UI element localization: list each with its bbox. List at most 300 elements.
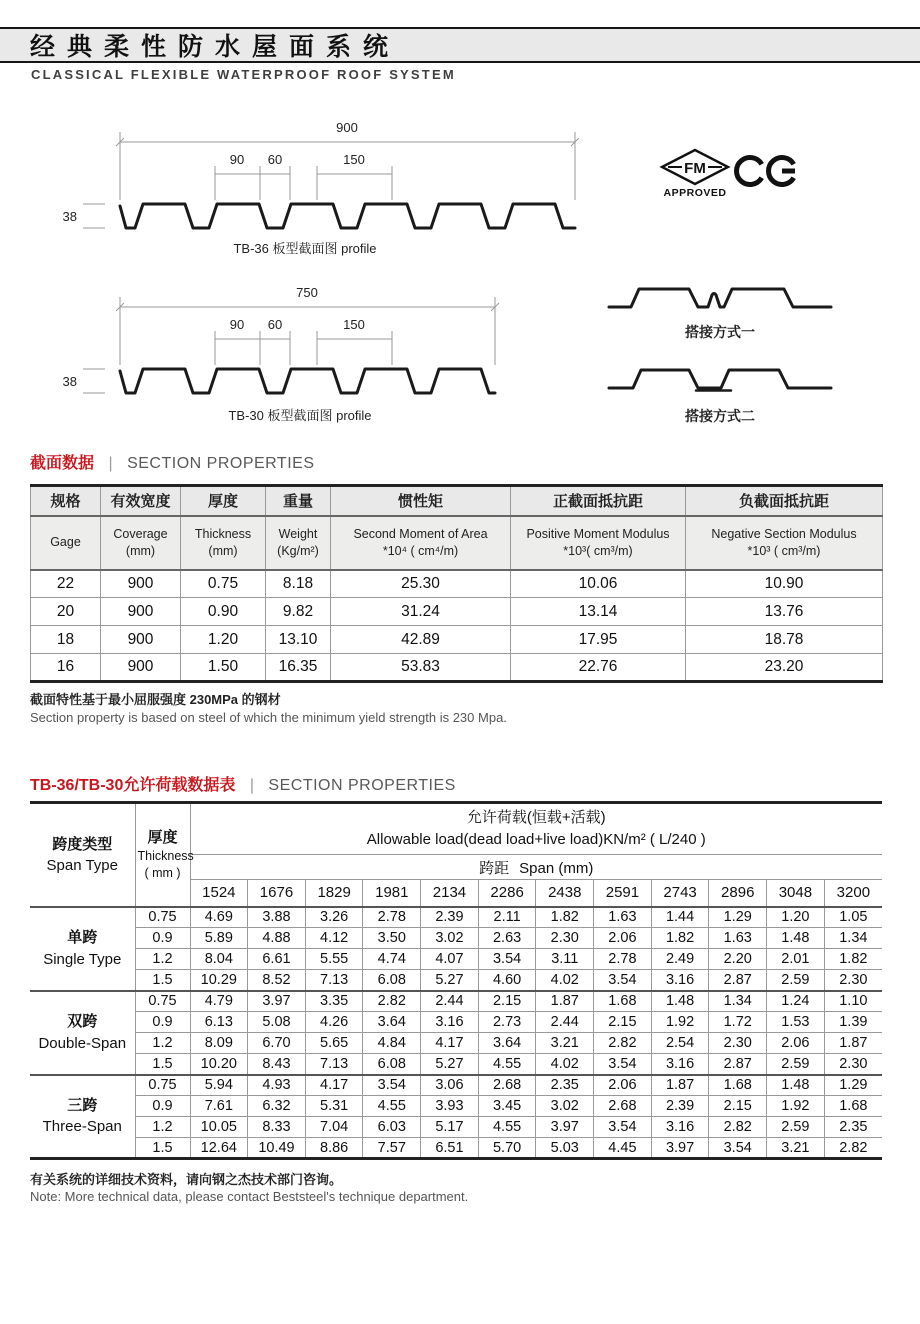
- data-cell: 900: [101, 598, 181, 626]
- cell-text: 单跨: [67, 928, 98, 946]
- data-cell: 18: [31, 626, 101, 654]
- tb36-profile-path: [120, 204, 575, 228]
- span-value-cell: 1676: [248, 880, 306, 907]
- load-value-cell: 2.39: [651, 1096, 709, 1117]
- cell-text: 三跨: [67, 1096, 98, 1114]
- heading-cn: 截面数据: [30, 455, 95, 472]
- tb30-profile-diagram: [55, 281, 625, 403]
- load-value-cell: 10.05: [190, 1117, 248, 1138]
- data-row: [31, 626, 883, 654]
- header-row: [30, 803, 882, 855]
- load-value-cell: 2.15: [478, 991, 536, 1012]
- load-value-cell: 2.06: [594, 928, 652, 949]
- load-value-cell: 1.87: [536, 991, 594, 1012]
- thickness-header: [135, 803, 194, 907]
- load-value-cell: 2.44: [421, 991, 479, 1012]
- load-value-cell: 2.68: [478, 1075, 536, 1096]
- span-value-cell: 1524: [190, 880, 248, 907]
- load-value-cell: 3.16: [651, 1054, 709, 1075]
- heading-separator: |: [249, 777, 254, 794]
- cell-text: Thickness: [137, 849, 194, 864]
- load-value-cell: 5.27: [421, 970, 479, 991]
- load-value-cell: 4.07: [421, 949, 479, 970]
- load-value-cell: 2.59: [767, 1054, 825, 1075]
- load-value-cell: 1.34: [824, 928, 882, 949]
- load-value-cell: 1.82: [824, 949, 882, 970]
- data-cell: 10.90: [686, 570, 883, 598]
- load-value-cell: 8.86: [305, 1138, 363, 1159]
- load-value-cell: 1.05: [824, 907, 882, 928]
- data-row: [31, 654, 883, 682]
- thickness-cell: 1.2: [135, 949, 190, 970]
- load-value-cell: 5.89: [190, 928, 248, 949]
- span-value-cell: 2743: [651, 880, 709, 907]
- span-value-cell: 3048: [767, 880, 825, 907]
- load-value-cell: 4.84: [363, 1033, 421, 1054]
- load-value-cell: 1.82: [536, 907, 594, 928]
- tb36-profile-diagram: [55, 116, 625, 238]
- span-value-cell: 2896: [709, 880, 767, 907]
- header-cell-cn: 重量: [266, 486, 331, 516]
- load-value-cell: 4.02: [536, 1054, 594, 1075]
- data-cell: 42.89: [331, 626, 511, 654]
- data-row: [30, 949, 882, 970]
- cell-text: Thickness: [194, 527, 252, 542]
- load-value-cell: 1.68: [824, 1096, 882, 1117]
- load-value-cell: 4.17: [305, 1075, 363, 1096]
- load-value-cell: 4.45: [594, 1138, 652, 1159]
- header-cell-en: [181, 516, 266, 570]
- load-value-cell: 2.30: [824, 970, 882, 991]
- dimension-label: 90: [229, 317, 245, 332]
- cell-unit: *10³ ( cm³/m): [747, 543, 821, 558]
- header-cell-cn: 规格: [31, 486, 101, 516]
- load-value-cell: 3.35: [305, 991, 363, 1012]
- load-value-cell: 2.15: [594, 1012, 652, 1033]
- load-value-cell: 1.87: [824, 1033, 882, 1054]
- load-value-cell: 1.63: [594, 907, 652, 928]
- load-value-cell: 2.35: [536, 1075, 594, 1096]
- load-value-cell: 3.54: [594, 1117, 652, 1138]
- load-value-cell: 4.12: [305, 928, 363, 949]
- load-value-cell: 1.10: [824, 991, 882, 1012]
- load-value-cell: 2.30: [824, 1054, 882, 1075]
- cell-unit: *10³( cm³/m): [563, 543, 633, 558]
- thickness-cell: 1.5: [135, 1054, 190, 1075]
- lap-type2-profile: [609, 370, 831, 388]
- thickness-cell: 1.2: [135, 1033, 190, 1054]
- thickness-cell: 0.9: [135, 1012, 190, 1033]
- data-row: [30, 1054, 882, 1075]
- dimension-label: 90: [229, 152, 245, 167]
- page-title: 经典柔性防水屋面系统: [30, 33, 401, 61]
- data-cell: 13.14: [511, 598, 686, 626]
- load-value-cell: 3.54: [478, 949, 536, 970]
- load-value-cell: 8.04: [190, 949, 248, 970]
- load-table-heading: [30, 772, 456, 795]
- load-value-cell: 4.93: [248, 1075, 306, 1096]
- thickness-cell: 0.75: [135, 1075, 190, 1096]
- allowable-load-header: [190, 803, 882, 855]
- cell-text: 厚度: [147, 829, 178, 847]
- data-cell: 900: [101, 654, 181, 682]
- data-cell: 22.76: [511, 654, 686, 682]
- data-cell: 16: [31, 654, 101, 682]
- cell-unit: (Kg/m²): [277, 543, 319, 558]
- data-row: [30, 1096, 882, 1117]
- load-value-cell: 10.49: [248, 1138, 306, 1159]
- load-value-cell: 2.15: [709, 1096, 767, 1117]
- heading-cn: TB-36/TB-30允许荷载数据表: [30, 777, 236, 794]
- cell-text: 跨度类型: [52, 835, 113, 853]
- load-value-cell: 2.82: [824, 1138, 882, 1159]
- data-row: [30, 991, 882, 1012]
- data-cell: 9.82: [266, 598, 331, 626]
- load-value-cell: 5.27: [421, 1054, 479, 1075]
- load-value-cell: 2.06: [594, 1075, 652, 1096]
- load-value-cell: 5.65: [305, 1033, 363, 1054]
- load-value-cell: 1.39: [824, 1012, 882, 1033]
- load-value-cell: 8.52: [248, 970, 306, 991]
- load-value-cell: 1.29: [709, 907, 767, 928]
- data-row: [30, 1033, 882, 1054]
- header-cell-cn: 厚度: [181, 486, 266, 516]
- span-type-cell: [30, 1075, 135, 1159]
- load-value-cell: 5.08: [248, 1012, 306, 1033]
- cell-unit: (mm): [208, 543, 238, 558]
- load-value-cell: 4.79: [190, 991, 248, 1012]
- load-value-cell: 7.61: [190, 1096, 248, 1117]
- load-value-cell: 3.06: [421, 1075, 479, 1096]
- cell-text: 允许荷载(恒载+活载): [466, 808, 606, 826]
- data-cell: 18.78: [686, 626, 883, 654]
- load-value-cell: 5.70: [478, 1138, 536, 1159]
- load-value-cell: 7.13: [305, 970, 363, 991]
- load-value-cell: 3.16: [651, 970, 709, 991]
- header-cell-en: [31, 516, 101, 570]
- load-value-cell: 4.69: [190, 907, 248, 928]
- load-value-cell: 1.48: [767, 928, 825, 949]
- load-value-cell: 6.51: [421, 1138, 479, 1159]
- cell-text: Gage: [50, 535, 81, 550]
- load-value-cell: 2.82: [363, 991, 421, 1012]
- load-value-cell: 3.02: [536, 1096, 594, 1117]
- load-value-cell: 1.68: [709, 1075, 767, 1096]
- load-value-cell: 2.87: [709, 1054, 767, 1075]
- dimension-label: 38: [62, 209, 77, 224]
- cell-text: 双跨: [67, 1012, 98, 1030]
- data-cell: 20: [31, 598, 101, 626]
- heading-en: SECTION PROPERTIES: [268, 777, 456, 794]
- data-cell: 0.90: [181, 598, 266, 626]
- load-value-cell: 3.54: [594, 1054, 652, 1075]
- tb36-caption: TB-36 板型截面图 profile: [233, 241, 377, 256]
- load-value-cell: 2.11: [478, 907, 536, 928]
- cell-unit: (mm): [125, 543, 156, 558]
- data-cell: 1.20: [181, 626, 266, 654]
- header-cell-en: [511, 516, 686, 570]
- load-value-cell: 4.26: [305, 1012, 363, 1033]
- dimension-label: 60: [267, 152, 283, 167]
- load-value-cell: 1.20: [767, 907, 825, 928]
- load-value-cell: 3.64: [478, 1033, 536, 1054]
- load-value-cell: 3.16: [421, 1012, 479, 1033]
- data-cell: 25.30: [331, 570, 511, 598]
- load-value-cell: 12.64: [190, 1138, 248, 1159]
- load-value-cell: 3.64: [363, 1012, 421, 1033]
- span-value-cell: 2134: [421, 880, 479, 907]
- load-value-cell: 2.54: [651, 1033, 709, 1054]
- load-value-cell: 8.33: [248, 1117, 306, 1138]
- span-value-cell: 1829: [305, 880, 363, 907]
- header-cell-en: [101, 516, 181, 570]
- load-value-cell: 3.11: [536, 949, 594, 970]
- cell-text: Second Moment of Area: [353, 527, 488, 542]
- data-cell: 900: [101, 570, 181, 598]
- load-value-cell: 1.29: [824, 1075, 882, 1096]
- load-value-cell: 5.03: [536, 1138, 594, 1159]
- data-row: [30, 1075, 882, 1096]
- load-value-cell: 2.49: [651, 949, 709, 970]
- load-value-cell: 3.21: [767, 1138, 825, 1159]
- load-value-cell: 6.08: [363, 970, 421, 991]
- data-row: [30, 1012, 882, 1033]
- load-value-cell: 6.70: [248, 1033, 306, 1054]
- load-value-cell: 3.02: [421, 928, 479, 949]
- load-value-cell: 2.01: [767, 949, 825, 970]
- dimension-label: 750: [296, 285, 318, 300]
- load-value-cell: 2.30: [709, 1033, 767, 1054]
- load-value-cell: 7.13: [305, 1054, 363, 1075]
- svg-text:APPROVED: APPROVED: [663, 187, 727, 199]
- load-value-cell: 1.53: [767, 1012, 825, 1033]
- cell-text: Negative Section Modulus: [711, 527, 857, 542]
- load-value-cell: 6.03: [363, 1117, 421, 1138]
- load-value-cell: 3.45: [478, 1096, 536, 1117]
- span-type-header: [30, 803, 135, 907]
- thickness-cell: 0.9: [135, 928, 190, 949]
- header-row-cn: [31, 486, 883, 516]
- dimension-label: 900: [336, 120, 358, 135]
- load-value-cell: 5.94: [190, 1075, 248, 1096]
- data-cell: 16.35: [266, 654, 331, 682]
- load-value-cell: 6.13: [190, 1012, 248, 1033]
- cell-unit: *10⁴ ( cm⁴/m): [382, 543, 459, 558]
- load-value-cell: 3.21: [536, 1033, 594, 1054]
- thickness-cell: 1.5: [135, 970, 190, 991]
- tb30-caption: TB-30 板型截面图 profile: [228, 408, 372, 423]
- load-value-cell: 7.57: [363, 1138, 421, 1159]
- data-cell: 13.76: [686, 598, 883, 626]
- load-value-cell: 3.50: [363, 928, 421, 949]
- load-value-cell: 2.87: [709, 970, 767, 991]
- data-cell: 13.10: [266, 626, 331, 654]
- data-cell: 8.18: [266, 570, 331, 598]
- cell-text: Allowable load(dead load+live load)KN/m² ( L/240 ): [366, 831, 706, 848]
- load-value-cell: 1.68: [594, 991, 652, 1012]
- data-row: [30, 1138, 882, 1159]
- data-cell: 1.50: [181, 654, 266, 682]
- load-value-cell: 1.72: [709, 1012, 767, 1033]
- data-cell: 900: [101, 626, 181, 654]
- section-note-en: Section property is based on steel of which the minimum yield strength is 230 Mpa.: [30, 710, 507, 725]
- data-cell: 10.06: [511, 570, 686, 598]
- span-value-cell: 2591: [594, 880, 652, 907]
- load-value-cell: 5.55: [305, 949, 363, 970]
- header-cell-cn: 负截面抵抗距: [686, 486, 883, 516]
- dimension-label: 150: [343, 317, 365, 332]
- load-value-cell: 6.08: [363, 1054, 421, 1075]
- load-value-cell: 2.73: [478, 1012, 536, 1033]
- load-value-cell: 2.39: [421, 907, 479, 928]
- load-value-cell: 2.59: [767, 1117, 825, 1138]
- data-cell: 53.83: [331, 654, 511, 682]
- load-value-cell: 3.54: [363, 1075, 421, 1096]
- load-value-cell: 3.93: [421, 1096, 479, 1117]
- load-value-cell: 1.24: [767, 991, 825, 1012]
- dimension-label: 60: [267, 317, 283, 332]
- load-value-cell: 1.44: [651, 907, 709, 928]
- load-value-cell: 1.92: [651, 1012, 709, 1033]
- load-value-cell: 2.06: [767, 1033, 825, 1054]
- lap-type2-caption: 搭接方式二: [685, 408, 755, 424]
- load-value-cell: 2.20: [709, 949, 767, 970]
- header-row-en: [31, 516, 883, 570]
- load-value-cell: 1.34: [709, 991, 767, 1012]
- load-value-cell: 1.48: [651, 991, 709, 1012]
- load-value-cell: 8.09: [190, 1033, 248, 1054]
- load-value-cell: 1.63: [709, 928, 767, 949]
- load-value-cell: 4.55: [478, 1117, 536, 1138]
- section-properties-heading: [30, 450, 314, 473]
- load-value-cell: 1.92: [767, 1096, 825, 1117]
- span-value-cell: 1981: [363, 880, 421, 907]
- data-row: [31, 570, 883, 598]
- load-value-cell: 3.26: [305, 907, 363, 928]
- lap-type1-caption: 搭接方式一: [685, 324, 755, 340]
- header-cell-cn: 惯性矩: [331, 486, 511, 516]
- load-value-cell: 10.29: [190, 970, 248, 991]
- thickness-cell: 0.9: [135, 1096, 190, 1117]
- title-band: [0, 27, 920, 63]
- load-value-cell: 4.17: [421, 1033, 479, 1054]
- lap-type1-profile: [609, 289, 831, 307]
- cell-text: Span Type: [46, 856, 118, 874]
- footer-note-cn: 有关系统的详细技术资料，请向钢之杰技术部门咨询。: [30, 1172, 343, 1187]
- load-value-cell: 8.43: [248, 1054, 306, 1075]
- load-value-cell: 4.60: [478, 970, 536, 991]
- load-value-cell: 4.88: [248, 928, 306, 949]
- load-value-cell: 10.20: [190, 1054, 248, 1075]
- data-cell: 22: [31, 570, 101, 598]
- header-cell-cn: 有效宽度: [101, 486, 181, 516]
- cell-text: Double-Span: [38, 1034, 127, 1052]
- header-cell-en: [686, 516, 883, 570]
- data-cell: 31.24: [331, 598, 511, 626]
- data-row: [31, 598, 883, 626]
- header-cell-en: [266, 516, 331, 570]
- heading-separator: |: [108, 455, 113, 472]
- load-value-cell: 2.44: [536, 1012, 594, 1033]
- section-note-cn: 截面特性基于最小屈服强度 230MPa 的钢材: [30, 692, 281, 707]
- data-row: [30, 907, 882, 928]
- cell-text: Three-Span: [42, 1118, 122, 1136]
- header-cell-cn: 正截面抵抗距: [511, 486, 686, 516]
- load-value-cell: 3.16: [651, 1117, 709, 1138]
- load-value-cell: 4.02: [536, 970, 594, 991]
- thickness-cell: 1.2: [135, 1117, 190, 1138]
- cell-text: Single Type: [43, 950, 122, 968]
- span-value-cell: 3200: [824, 880, 882, 907]
- allowable-load-table: [30, 801, 882, 1160]
- load-value-cell: 5.31: [305, 1096, 363, 1117]
- load-value-cell: 2.82: [709, 1117, 767, 1138]
- load-value-cell: 2.30: [536, 928, 594, 949]
- load-value-cell: 3.54: [709, 1138, 767, 1159]
- fm-approved-icon: [662, 150, 728, 199]
- data-row: [30, 1117, 882, 1138]
- load-value-cell: 3.97: [248, 991, 306, 1012]
- span-header: 跨距 Span (mm): [190, 855, 882, 880]
- section-properties-table: [30, 484, 883, 683]
- load-value-cell: 3.97: [536, 1117, 594, 1138]
- header-cell-en: [331, 516, 511, 570]
- data-row: [30, 970, 882, 991]
- load-value-cell: 3.88: [248, 907, 306, 928]
- ce-mark-icon: [737, 158, 795, 185]
- page-subtitle: CLASSICAL FLEXIBLE WATERPROOF ROOF SYSTEM: [31, 67, 456, 82]
- span-type-cell: [30, 907, 135, 991]
- footer-note-en: Note: More technical data, please contact Beststeel's technique department.: [30, 1189, 469, 1204]
- load-value-cell: 1.82: [651, 928, 709, 949]
- tb30-profile-path: [120, 369, 495, 393]
- thickness-cell: 1.5: [135, 1138, 190, 1159]
- load-value-cell: 2.82: [594, 1033, 652, 1054]
- span-type-cell: [30, 991, 135, 1075]
- certification-logos: [655, 145, 830, 200]
- data-row: [30, 928, 882, 949]
- load-value-cell: 4.55: [363, 1096, 421, 1117]
- load-value-cell: 2.78: [594, 949, 652, 970]
- thickness-cell: 0.75: [135, 991, 190, 1012]
- span-value-cell: 2286: [478, 880, 536, 907]
- load-value-cell: 1.48: [767, 1075, 825, 1096]
- svg-text:FM: FM: [684, 160, 706, 177]
- cell-text: ( mm ): [144, 866, 181, 881]
- load-value-cell: 2.59: [767, 970, 825, 991]
- load-value-cell: 5.17: [421, 1117, 479, 1138]
- load-value-cell: 4.55: [478, 1054, 536, 1075]
- load-value-cell: 6.61: [248, 949, 306, 970]
- data-cell: 17.95: [511, 626, 686, 654]
- load-value-cell: 3.97: [651, 1138, 709, 1159]
- cell-text: Positive Moment Modulus: [526, 527, 670, 542]
- cell-text: Weight: [278, 527, 318, 542]
- load-value-cell: 2.63: [478, 928, 536, 949]
- data-cell: 23.20: [686, 654, 883, 682]
- load-value-cell: 7.04: [305, 1117, 363, 1138]
- load-value-cell: 2.68: [594, 1096, 652, 1117]
- dimension-label: 150: [343, 152, 365, 167]
- span-value-cell: 2438: [536, 880, 594, 907]
- load-value-cell: 6.32: [248, 1096, 306, 1117]
- load-value-cell: 3.54: [594, 970, 652, 991]
- cell-text: Coverage: [113, 527, 168, 542]
- heading-en: SECTION PROPERTIES: [127, 455, 315, 472]
- load-value-cell: 2.35: [824, 1117, 882, 1138]
- data-cell: 0.75: [181, 570, 266, 598]
- load-value-cell: 4.74: [363, 949, 421, 970]
